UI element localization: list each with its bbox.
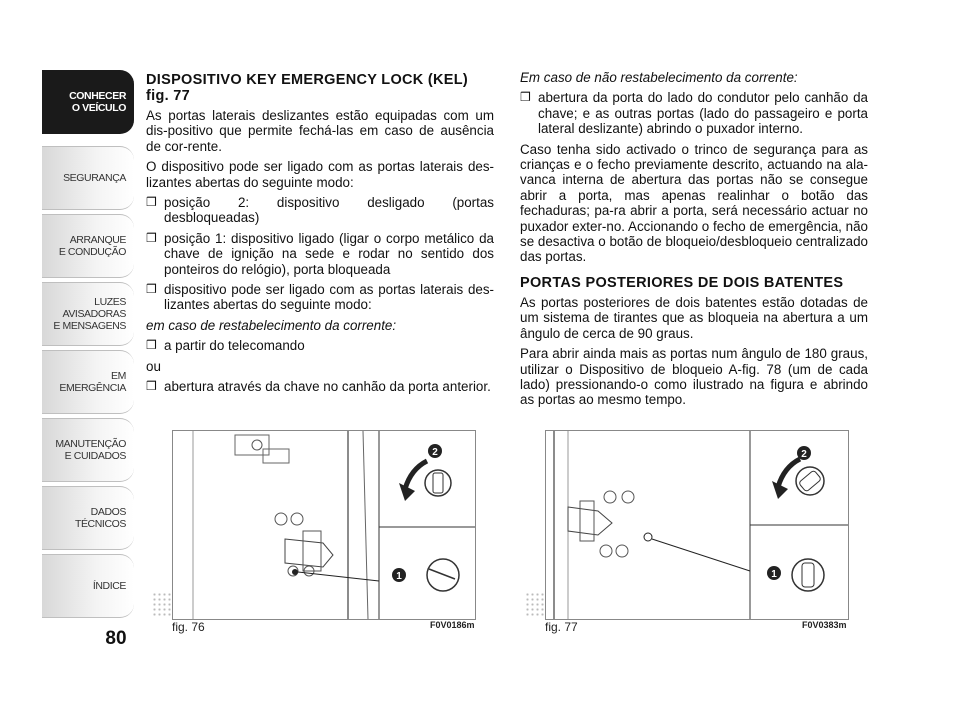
tab-manutencao-e-cuidados[interactable]: MANUTENÇÃO E CUIDADOS	[42, 418, 134, 482]
bullet-item: ❒ abertura através da chave no canhão da porta anterior.	[146, 379, 494, 394]
paragraph: As portas laterais deslizantes estão equipadas com um dis-positivo que permite fechá-las em caso de ausência de cor-rente.	[146, 108, 494, 154]
paragraph: As portas posteriores de dois batentes estão dotadas de um sistema de tirantes que as bloqueia na abertura a um ângulo de cerca de 90 graus.	[520, 294, 868, 341]
tab-dados-tecnicos[interactable]: DADOS TÉCNICOS	[42, 486, 134, 550]
figure-label-2: 2	[801, 449, 807, 460]
bullet-item: ❒ a partir do telecomando	[146, 338, 494, 353]
bullet-item: ❒ dispositivo pode ser ligado com as portas laterais des-lizantes abertas do seguinte modo:	[146, 282, 494, 313]
decorative-dots	[152, 592, 172, 618]
tab-indice[interactable]: ÍNDICE	[42, 554, 134, 618]
italic-note: em caso de restabelecimento da corrente:	[146, 317, 397, 333]
figure-caption: fig. 76	[172, 620, 205, 634]
rear-door-lock-drawing	[546, 431, 848, 619]
figure-label-1: 1	[396, 571, 402, 582]
italic-note: Em caso de não restabelecimento da corrente:	[520, 70, 798, 85]
paragraph: ou	[146, 358, 161, 374]
paragraph: O dispositivo pode ser ligado com as portas laterais des-lizantes abertas do seguinte modo:	[146, 159, 494, 190]
figure-code: F0V0186m	[430, 620, 475, 630]
tab-conhecer-o-veiculo[interactable]: CONHECER O VEÍCULO	[42, 70, 134, 134]
page-number: 80	[105, 628, 127, 649]
decorative-dots	[525, 592, 545, 618]
right-column	[520, 70, 868, 413]
tab-em-emergencia[interactable]: EM EMERGÊNCIA	[42, 350, 134, 414]
figure-caption: fig. 77	[545, 620, 578, 634]
figure-label-2: 2	[432, 447, 438, 458]
door-lock-drawing	[173, 431, 475, 619]
bullet-item: ❒ posição 1: dispositivo ligado (ligar o corpo metálico da chave de ignição na sede e rodar no sentido dos ponteiros do relógio), porta bloqueada	[146, 231, 494, 277]
bullet-item: ❒ abertura da porta do lado do condutor pelo canhão da chave; e as outras portas (lado do passageiro e porta lateral deslizante) abrindo o puxador interno.	[520, 90, 868, 136]
tab-seguranca[interactable]: SEGURANÇA	[42, 146, 134, 210]
figure-77-illustration	[545, 430, 849, 620]
paragraph: Para abrir ainda mais as portas num ângulo de 180 graus, utilizar o Dispositivo de bloqueio A-fig. 78 (um de cada lado) pressionando-o como ilustrado na figura e abrindo as portas ao mesmo tempo.	[520, 346, 868, 408]
paragraph: Caso tenha sido activado o trinco de segurança para as crianças e o fecho previamente descrito, actuando na ala-vanca interna de abertura das portas não se consegue abrir a porta, mas apenas realinhar o botão das fechaduras; pa-ra abrir a porta, será necessário actuar no puxador exter-no. Accionando o fecho de emergência, não se desactiva o botão de bloqueio/desbloqueio centralizado das portas.	[520, 141, 868, 265]
tab-luzes-avisadoras[interactable]: LUZES AVISADORAS E MENSAGENS	[42, 282, 134, 346]
figure-code: F0V0383m	[802, 620, 847, 630]
tab-arranque-e-conducao[interactable]: ARRANQUE E CONDUÇÃO	[42, 214, 134, 278]
figure-label-1: 1	[771, 569, 777, 580]
figure-76-illustration	[172, 430, 476, 620]
bullet-item: ❒ posição 2: dispositivo desligado (portas desbloqueadas)	[146, 195, 494, 226]
section-heading-portas: PORTAS POSTERIORES DE DOIS BATENTES	[520, 274, 844, 291]
left-column	[146, 72, 494, 400]
section-heading-kel: DISPOSITIVO KEY EMERGENCY LOCK (KEL) fig. 77	[146, 72, 469, 104]
